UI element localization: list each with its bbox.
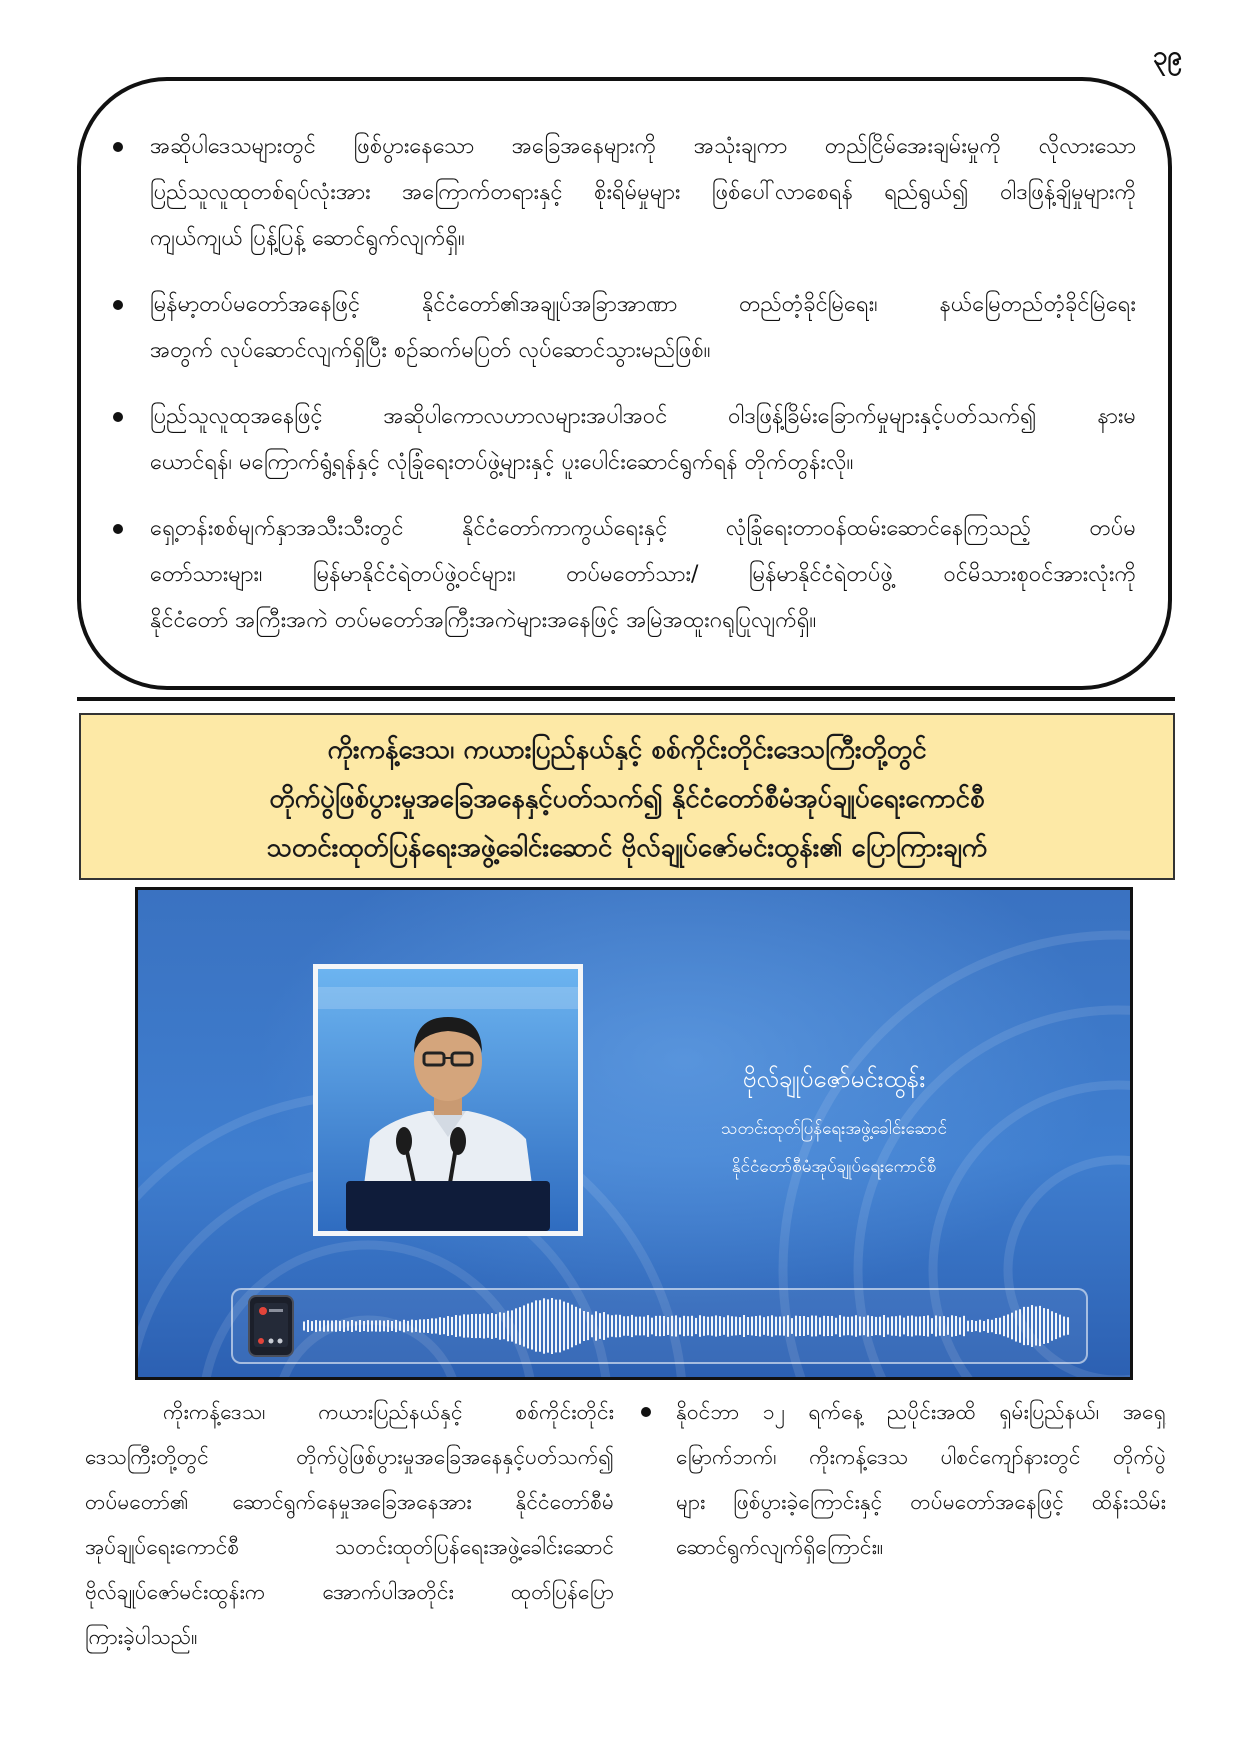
waveform-bar <box>519 1307 521 1345</box>
audio-player-bar <box>231 1288 1088 1364</box>
audio-waveform <box>303 1294 1073 1358</box>
waveform-bar <box>379 1320 381 1331</box>
waveform-bar <box>303 1322 305 1331</box>
phone-icon <box>247 1295 295 1357</box>
bullet-dot-icon <box>113 142 123 152</box>
paragraph-line: တပ်မတော်၏ ဆောင်ရွက်နေမှုအခြေအနေအား နိုင်ငံတော်စီမံ <box>85 1490 614 1514</box>
waveform-bar <box>415 1320 417 1332</box>
waveform-bar <box>435 1318 437 1333</box>
waveform-bar <box>675 1315 677 1336</box>
waveform-bar <box>943 1316 945 1336</box>
waveform-bar <box>355 1321 357 1330</box>
waveform-bar <box>679 1317 681 1334</box>
waveform-bar <box>1067 1317 1069 1335</box>
waveform-bar <box>459 1316 461 1337</box>
section-divider <box>77 697 1175 701</box>
waveform-bar <box>499 1312 501 1340</box>
waveform-bar <box>1023 1307 1025 1345</box>
waveform-bar <box>815 1316 817 1337</box>
waveform-bar <box>623 1316 625 1335</box>
headline-line: တိုက်ပွဲဖြစ်ပွားမှုအခြေအနေနှင့်ပတ်သက်၍ နိုင်ငံတော်စီမံအုပ်ချုပ်ရေးကောင်စီ <box>269 784 985 814</box>
waveform-bar <box>635 1317 637 1336</box>
waveform-bar <box>723 1317 725 1335</box>
waveform-bar <box>931 1318 933 1334</box>
waveform-bar <box>475 1314 477 1338</box>
waveform-bar <box>923 1316 925 1336</box>
waveform-bar <box>655 1316 657 1336</box>
waveform-bar <box>823 1316 825 1336</box>
waveform-bar <box>807 1317 809 1335</box>
speaker-organization: နိုင်ငံတော်စီမံအုပ်ချုပ်ရေးကောင်စီ <box>731 1157 937 1177</box>
waveform-bar <box>667 1317 669 1335</box>
waveform-bar <box>743 1315 745 1337</box>
waveform-bar <box>835 1318 837 1335</box>
bullet-line: ဆောင်ရွက်လျက်ရှိကြောင်း။ <box>676 1535 884 1559</box>
waveform-bar <box>699 1315 701 1337</box>
waveform-bar <box>671 1316 673 1336</box>
waveform-bar <box>543 1298 545 1353</box>
waveform-bar <box>731 1316 733 1335</box>
waveform-bar <box>839 1315 841 1337</box>
waveform-bar <box>563 1302 565 1351</box>
waveform-bar <box>1047 1309 1049 1343</box>
waveform-bar <box>611 1315 613 1337</box>
bullet-line: နိုင်ငံတော် အကြီးအကဲ တပ်မတော်အကြီးအကဲများအနေဖြင့် အမြဲအထူးဂရုပြုလျက်ရှိ။ <box>150 608 817 633</box>
waveform-bar <box>779 1317 781 1336</box>
waveform-bar <box>1015 1310 1017 1341</box>
waveform-bar <box>631 1315 633 1337</box>
waveform-bar <box>763 1317 765 1335</box>
waveform-bar <box>311 1321 313 1331</box>
waveform-bar <box>447 1316 449 1336</box>
waveform-bar <box>939 1316 941 1335</box>
speaker-portrait-photo <box>313 964 583 1236</box>
headline-box <box>79 713 1175 880</box>
waveform-bar <box>955 1316 957 1336</box>
waveform-bar <box>771 1315 773 1336</box>
waveform-bar <box>407 1321 409 1331</box>
waveform-bar <box>627 1316 629 1336</box>
waveform-bar <box>883 1315 885 1337</box>
waveform-bar <box>583 1311 585 1341</box>
waveform-bar <box>995 1318 997 1334</box>
waveform-bar <box>895 1316 897 1336</box>
summary-bullet <box>109 394 1136 486</box>
waveform-bar <box>979 1320 981 1333</box>
page-number: ၃၉ <box>1152 41 1182 71</box>
waveform-bar <box>1043 1308 1045 1344</box>
waveform-bar <box>739 1317 741 1335</box>
bullet-line: မြောက်ဘက်၊ ကိုးကန့်ဒေသ ပါစင်ကျော်နားတွင် တိုက်ပွဲ <box>676 1445 1166 1469</box>
paragraph-line: အုပ်ချုပ်ရေးကောင်စီ သတင်းထုတ်ပြန်ရေးအဖွဲ့ခေါင်းဆောင် <box>85 1535 614 1559</box>
bullet-marker <box>109 282 150 374</box>
waveform-bar <box>843 1317 845 1336</box>
waveform-bar <box>971 1320 973 1332</box>
waveform-bar <box>455 1315 457 1337</box>
waveform-bar <box>567 1303 569 1349</box>
waveform-bar <box>1031 1305 1033 1347</box>
waveform-bar <box>703 1316 705 1336</box>
waveform-bar <box>1063 1316 1065 1335</box>
waveform-bar <box>1003 1316 1005 1336</box>
bullet-line: ရှေ့တန်းစစ်မျက်နှာအသီးသီးတွင် နိုင်ငံတော်ကာကွယ်ရေးနှင့် လုံခြုံရေးတာဝန်ထမ်းဆောင်နေကြသည့် တပ်မ <box>150 516 1136 541</box>
speaker-title: သတင်းထုတ်ပြန်ရေးအဖွဲ့ခေါင်းဆောင် <box>721 1119 947 1139</box>
waveform-bar <box>483 1313 485 1338</box>
waveform-bar <box>443 1318 445 1334</box>
waveform-bar <box>951 1315 953 1336</box>
waveform-bar <box>515 1308 517 1343</box>
waveform-bar <box>767 1316 769 1336</box>
waveform-bar <box>975 1321 977 1331</box>
waveform-bar <box>987 1319 989 1333</box>
waveform-bar <box>579 1308 581 1343</box>
waveform-bar <box>747 1317 749 1335</box>
waveform-bar <box>451 1317 453 1335</box>
waveform-bar <box>331 1321 333 1332</box>
waveform-bar <box>855 1315 857 1337</box>
waveform-bar <box>391 1321 393 1331</box>
waveform-bar <box>783 1316 785 1335</box>
waveform-bar <box>395 1320 397 1332</box>
bullet-line: အဆိုပါဒေသများတွင် ဖြစ်ပွားနေသော အခြေအနေများကို အသုံးချကာ တည်ငြိမ်အေးချမ်းမှုကို လိုလားသော <box>150 134 1136 159</box>
waveform-bar <box>323 1320 325 1331</box>
bullet-line: ပြည်သူလူထုတစ်ရပ်လုံးအား အကြောက်တရားနှင့် စိုးရိမ်မှုများ ဖြစ်ပေါ်လာစေရန် ရည်ရွယ်၍ ဝါဒဖြန့်ချိမှုများကို <box>150 180 1136 205</box>
waveform-bar <box>387 1320 389 1332</box>
waveform-bar <box>363 1321 365 1331</box>
waveform-bar <box>847 1317 849 1335</box>
waveform-bar <box>711 1316 713 1335</box>
waveform-bar <box>831 1316 833 1336</box>
bullet-text <box>150 506 1136 644</box>
waveform-bar <box>907 1316 909 1336</box>
waveform-bar <box>963 1316 965 1336</box>
waveform-bar <box>959 1317 961 1334</box>
waveform-bar <box>919 1316 921 1335</box>
waveform-bar <box>371 1321 373 1332</box>
waveform-bar <box>755 1316 757 1336</box>
waveform-bar <box>423 1319 425 1332</box>
bullet-line: ယောင်ရန်၊ မကြောက်ရွံ့ရန်နှင့် လုံခြုံရေးတပ်ဖွဲ့များနှင့် ပူးပေါင်းဆောင်ရွက်ရန် တိုက်တွန်းလို။ <box>150 450 854 475</box>
waveform-bar <box>559 1300 561 1353</box>
speaker-caption <box>644 1055 1024 1186</box>
waveform-bar <box>983 1321 985 1331</box>
waveform-bar <box>775 1317 777 1336</box>
waveform-bar <box>467 1315 469 1338</box>
waveform-bar <box>307 1320 309 1332</box>
waveform-bar <box>795 1316 797 1337</box>
paragraph-line: ကိုးကန့်ဒေသ၊ ကယားပြည်နယ်နှင့် စစ်ကိုင်းတိုင်း <box>163 1400 614 1424</box>
waveform-bar <box>575 1307 577 1345</box>
waveform-bar <box>663 1316 665 1336</box>
waveform-bar <box>1051 1311 1053 1340</box>
bullet-dot-icon <box>641 1407 651 1417</box>
bullet-line: ပြည်သူလူထုအနေဖြင့် အဆိုပါကောလဟာလများအပါအဝင် ဝါဒဖြန့်ခြိမ်းခြောက်မှုများနှင့်ပတ်သက်၍ နားမ <box>150 404 1136 429</box>
waveform-bar <box>431 1318 433 1333</box>
waveform-bar <box>707 1317 709 1335</box>
waveform-bar <box>315 1320 317 1332</box>
bullet-marker <box>109 124 150 262</box>
bullet-marker <box>109 506 150 644</box>
waveform-bar <box>347 1321 349 1330</box>
video-frame <box>135 887 1133 1380</box>
waveform-bar <box>1039 1306 1041 1346</box>
bullet-text <box>150 124 1136 262</box>
waveform-bar <box>523 1305 525 1346</box>
waveform-bar <box>403 1320 405 1332</box>
waveform-bar <box>903 1318 905 1335</box>
waveform-bar <box>383 1321 385 1332</box>
headline-line: သတင်းထုတ်ပြန်ရေးအဖွဲ့ခေါင်းဆောင် ဗိုလ်ချုပ်ဇော်မင်းထွန်း၏ ပြောကြားချက် <box>266 833 988 863</box>
bullet-marker <box>109 394 150 486</box>
stage-light <box>318 987 578 1009</box>
waveform-bar <box>687 1316 689 1335</box>
podium <box>346 1181 550 1231</box>
waveform-bar <box>851 1316 853 1335</box>
bullet-line: တော်သားများ၊ မြန်မာနိုင်ငံရဲတပ်ဖွဲ့ဝင်များ၊ တပ်မတော်သား/ မြန်မာနိုင်ငံရဲတပ်ဖွဲ့ ဝင်မိသားစုဝင်အားလုံးကို <box>150 562 1136 587</box>
waveform-bar <box>411 1320 413 1333</box>
paragraph-line: ဒေသကြီးတို့တွင် တိုက်ပွဲဖြစ်ပွားမှုအခြေအနေနှင့်ပတ်သက်၍ <box>85 1445 614 1469</box>
headline-line: ကိုးကန့်ဒေသ၊ ကယားပြည်နယ်နှင့် စစ်ကိုင်းတိုင်းဒေသကြီးတို့တွင် <box>327 735 927 765</box>
waveform-bar <box>615 1315 617 1338</box>
waveform-bar <box>463 1314 465 1337</box>
waveform-bar <box>471 1314 473 1338</box>
summary-bullet <box>109 506 1136 644</box>
waveform-bar <box>343 1320 345 1332</box>
waveform-bar <box>1035 1306 1037 1345</box>
bullet-dot-icon <box>113 412 123 422</box>
bullet-text <box>150 282 1136 374</box>
bullet-dot-icon <box>113 524 123 534</box>
waveform-bar <box>927 1315 929 1336</box>
waveform-bar <box>827 1316 829 1336</box>
paragraph-line: ဗိုလ်ချုပ်ဇော်မင်းထွန်းက အောက်ပါအတိုင်း ထုတ်ပြန်ပြော <box>85 1580 614 1604</box>
waveform-bar <box>887 1317 889 1334</box>
bullet-line: များ ဖြစ်ပွားခဲ့ကြောင်းနှင့် တပ်မတော်အနေဖြင့် ထိန်းသိမ်း <box>676 1490 1166 1514</box>
waveform-bar <box>915 1317 917 1336</box>
waveform-bar <box>535 1300 537 1351</box>
waveform-bar <box>591 1315 593 1337</box>
waveform-bar <box>639 1317 641 1336</box>
waveform-bar <box>351 1320 353 1332</box>
waveform-bar <box>427 1319 429 1333</box>
waveform-bar <box>327 1320 329 1331</box>
waveform-bar <box>659 1316 661 1336</box>
intro-paragraph <box>85 1390 614 1660</box>
waveform-bar <box>539 1300 541 1352</box>
waveform-bar <box>799 1316 801 1336</box>
waveform-bar <box>643 1317 645 1336</box>
summary-box <box>77 77 1172 690</box>
waveform-bar <box>367 1320 369 1332</box>
waveform-bar <box>803 1316 805 1336</box>
waveform-bar <box>991 1320 993 1332</box>
waveform-bar <box>551 1298 553 1354</box>
waveform-bar <box>867 1315 869 1336</box>
waveform-bar <box>935 1316 937 1337</box>
waveform-bar <box>891 1316 893 1335</box>
waveform-bar <box>479 1314 481 1338</box>
waveform-bar <box>811 1315 813 1336</box>
bullet-line: မြန်မာ့တပ်မတော်အနေဖြင့် နိုင်ငံတော်၏အချုပ်အခြာအာဏာ တည်တံ့ခိုင်မြဲရေး၊ နယ်မြေတည်တံ့ခိုင်မြဲရေး <box>150 292 1136 317</box>
waveform-bar <box>751 1317 753 1336</box>
waveform-bar <box>1059 1315 1061 1338</box>
waveform-bar <box>439 1317 441 1335</box>
waveform-bar <box>859 1316 861 1335</box>
speaker-name: ဗိုလ်ချုပ်ဇော်မင်းထွန်း <box>742 1065 926 1093</box>
waveform-bar <box>715 1315 717 1336</box>
waveform-bar <box>967 1321 969 1332</box>
bullet-line: နိုဝင်ဘာ ၁၂ ရက်နေ့ ညပိုင်းအထိ ရှမ်းပြည်နယ်၊ အရှေ့ <box>676 1400 1166 1424</box>
waveform-bar <box>1055 1313 1057 1339</box>
waveform-bar <box>871 1316 873 1336</box>
waveform-bar <box>759 1315 761 1336</box>
waveform-bar <box>419 1319 421 1332</box>
waveform-bar <box>999 1318 1001 1335</box>
waveform-bar <box>571 1305 573 1348</box>
waveform-bar <box>735 1317 737 1336</box>
bullet-dot-icon <box>113 300 123 310</box>
body-bullet <box>676 1390 1166 1570</box>
waveform-bar <box>879 1317 881 1336</box>
bullet-line: အတွက် လုပ်ဆောင်လျက်ရှိပြီး စဉ်ဆက်မပြတ် လုပ်ဆောင်သွားမည်ဖြစ်။ <box>150 338 711 363</box>
waveform-bar <box>875 1317 877 1335</box>
waveform-bar <box>595 1311 597 1340</box>
waveform-bar <box>787 1315 789 1336</box>
waveform-bar <box>531 1302 533 1349</box>
waveform-bar <box>555 1300 557 1353</box>
waveform-bar <box>491 1313 493 1339</box>
waveform-bar <box>1007 1314 1009 1337</box>
waveform-bar <box>607 1314 609 1337</box>
waveform-bar <box>863 1317 865 1335</box>
waveform-bar <box>527 1304 529 1349</box>
summary-bullet <box>109 124 1136 262</box>
paragraph-line: ကြားခဲ့ပါသည်။ <box>85 1625 198 1649</box>
waveform-bar <box>727 1315 729 1336</box>
waveform-bar <box>547 1299 549 1352</box>
waveform-bar <box>487 1314 489 1338</box>
waveform-bar <box>335 1320 337 1332</box>
waveform-bar <box>911 1315 913 1336</box>
bullet-text <box>150 394 1136 486</box>
waveform-bar <box>791 1318 793 1334</box>
waveform-bar <box>719 1316 721 1336</box>
waveform-bar <box>603 1312 605 1340</box>
waveform-bar <box>683 1316 685 1336</box>
waveform-bar <box>375 1320 377 1331</box>
waveform-bar <box>619 1315 621 1337</box>
waveform-bar <box>599 1313 601 1339</box>
waveform-bar <box>399 1321 401 1330</box>
waveform-bar <box>339 1321 341 1331</box>
waveform-bar <box>819 1317 821 1334</box>
waveform-bar <box>495 1314 497 1338</box>
waveform-bar <box>1019 1309 1021 1342</box>
waveform-bar <box>319 1321 321 1331</box>
waveform-bar <box>511 1310 513 1341</box>
waveform-bar <box>691 1316 693 1336</box>
waveform-bar <box>695 1318 697 1334</box>
summary-bullet <box>109 282 1136 374</box>
waveform-bar <box>947 1317 949 1335</box>
waveform-bar <box>899 1315 901 1336</box>
waveform-bar <box>1011 1313 1013 1340</box>
waveform-bar <box>587 1312 589 1340</box>
waveform-bar <box>507 1311 509 1342</box>
waveform-bar <box>651 1318 653 1335</box>
waveform-bar <box>1027 1307 1029 1345</box>
speaker-figure <box>318 969 578 1231</box>
waveform-bar <box>359 1320 361 1332</box>
bullet-line: ကျယ်ကျယ် ပြန့်ပြန့် ဆောင်ရွက်လျက်ရှိ။ <box>150 226 465 251</box>
waveform-bar <box>647 1315 649 1337</box>
waveform-bar <box>503 1313 505 1339</box>
